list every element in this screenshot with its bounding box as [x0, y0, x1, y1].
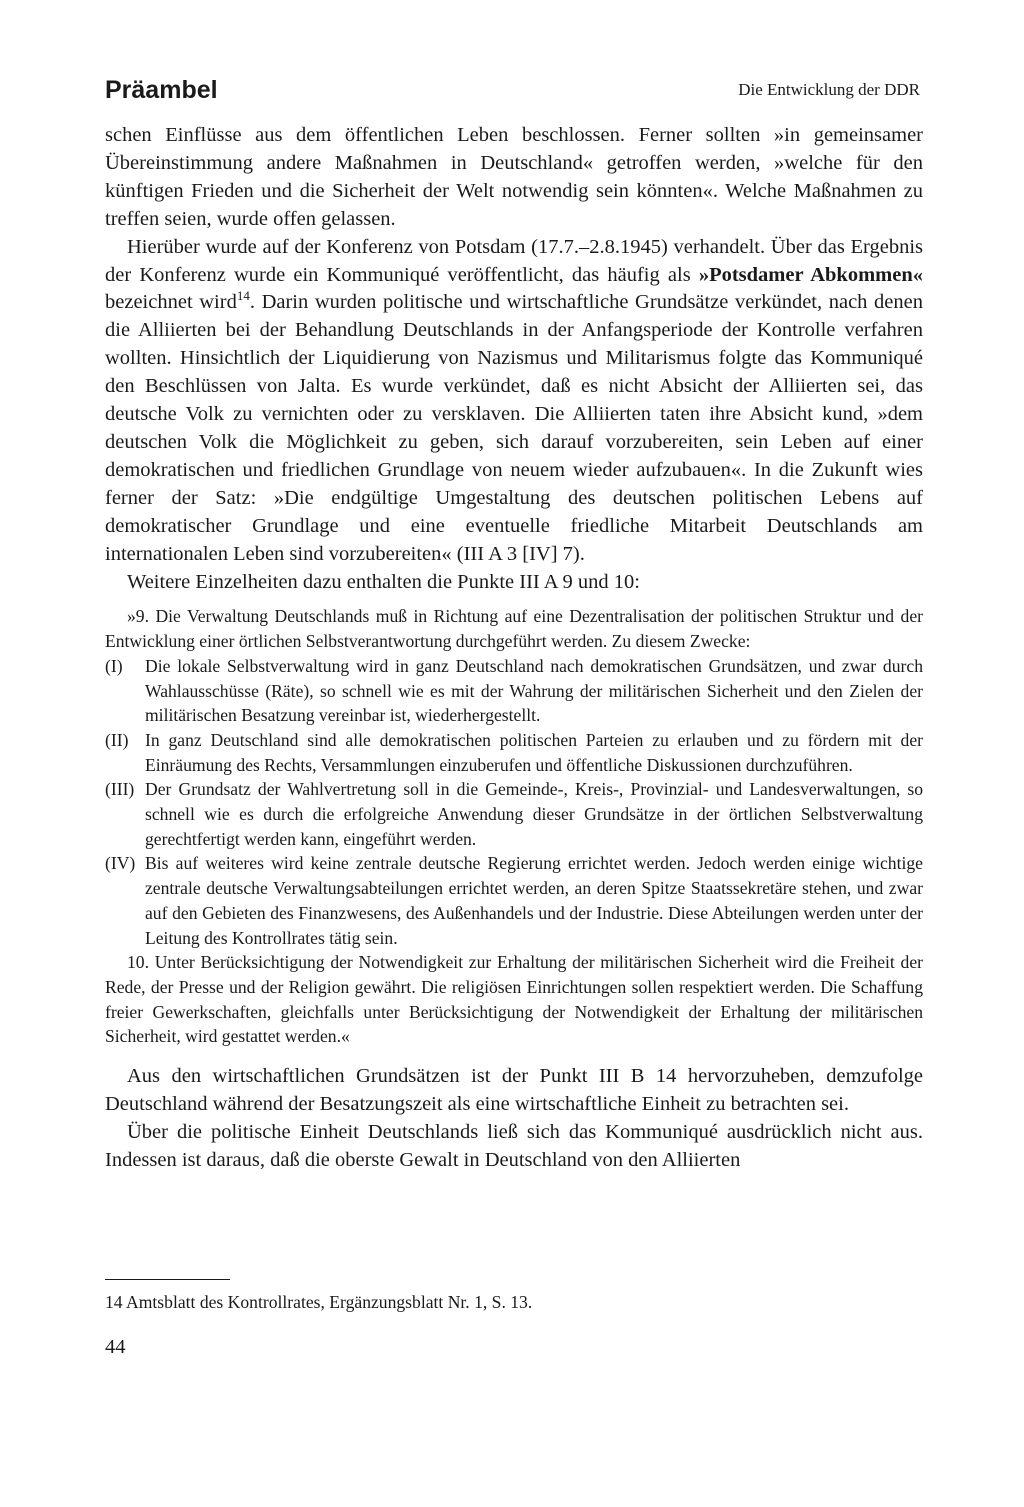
paragraph-2-part-b: bezeichnet wird — [105, 291, 237, 314]
running-head: Die Entwicklung der DDR — [738, 80, 920, 99]
quote-item-text: Die lokale Selbstverwaltung wird in ganz Deutschland nach demokratischen Grundsätzen, und zwar durch Wahlausschüsse (Räte), so schnell wie es mit der Wahrung der militärischen Sicherheit und den Zielen der militärischen Besatzung vereinbar ist, wiederhergestellt. — [145, 655, 923, 726]
quote-item — [105, 728, 923, 777]
quote-item-number: (IV) — [105, 853, 136, 874]
block-quote — [105, 604, 923, 1049]
body-text — [105, 122, 923, 1175]
quote-item-number: (I) — [105, 655, 123, 676]
quote-item — [105, 654, 923, 728]
page-header — [105, 76, 920, 110]
quote-point-10: 10. Unter Berücksichtigung der Notwendigkeit zur Erhaltung der militärischen Sicherheit wird die Freiheit der Rede, der Presse und der Religion gewährt. Die religiösen Einrichtungen sollen respektiert werden. Die Schaffung freier Gewerkschaften, gleichfalls unter Berücksichtigung der Notwendigkeit der Erhaltung der militärischen Sicherheit, wird gestattet werden.« — [105, 952, 923, 1047]
paragraph-2 — [105, 234, 923, 569]
quote-item — [105, 851, 923, 950]
paragraph-3: Weitere Einzelheiten dazu enthalten die Punkte III A 9 und 10: — [127, 570, 640, 593]
potsdamer-abkommen-term: »Potsdamer Abkommen« — [698, 263, 923, 286]
footnote-reference[interactable]: 14 — [236, 288, 250, 304]
quote-item-text: Der Grundsatz der Wahlvertretung soll in die Gemeinde-, Kreis-, Provinzial- und Landesverwaltungen, so schnell wie es durch die erfolgreiche Anwendung dieser Grundsätze in der örtlichen Selbstverwaltung gerechtfertigt werden kann, eingeführt werden. — [145, 779, 923, 849]
paragraph-5: Über die politische Einheit Deutschlands ließ sich das Kommuniqué ausdrücklich nicht aus. Indessen ist daraus, daß die oberste Gewalt in Deutschland von den Alliierten — [105, 1120, 923, 1171]
quote-item-number: (III) — [105, 779, 135, 800]
quote-intro: »9. Die Verwaltung Deutschlands muß in Richtung auf eine Dezentralisation der politischen Struktur und der Entwicklung einer örtlichen Selbstverantwortung durchgeführt werden. Zu diesem Zwecke: — [105, 606, 923, 652]
footnote: 14 Amtsblatt des Kontrollrates, Ergänzungsblatt Nr. 1, S. 13. — [105, 1292, 533, 1312]
paragraph-2-part-c: . Darin wurden politische und wirtschaftliche Grundsätze verkündet, nach denen die Alliierten bei der Behandlung Deutschlands in der Anfangsperiode der Kontrolle verfahren wollten. Hinsichtlich der Liquidierung von Nazismus und Militarismus folgte das Kommuniqué den Beschlüssen von Jalta. Es wurde verkündet, daß es nicht Absicht der Alliierten sei, das deutsche Volk zu vernichten oder zu versklaven. Die Alliierten taten ihre Absicht kund, »dem deutschen Volk die Möglichkeit zu geben, sich darauf vorzubereiten, sein Leben auf einer demokratischen und friedlichen Grundlage von neuem wieder aufzubauen«. In die Zukunft wies ferner der Satz: »Die endgültige Umgestaltung des deutschen politischen Lebens auf demokratischer Grundlage und eine eventuelle friedliche Mitarbeit Deutschlands am internationalen Leben sind vorzubereiten« (III A 3 [IV] 7). — [105, 291, 923, 565]
paragraph-1: schen Einflüsse aus dem öffentlichen Leben beschlossen. Ferner sollten »in gemeinsamer Übereinstimmung andere Maßnahmen in Deutschland« getroffen werden, »welche für den künftigen Frieden und die Sicherheit der Welt notwendig sein könnten«. Welche Maßnahmen zu treffen seien, wurde offen gelassen. — [105, 124, 923, 230]
quote-item-text: In ganz Deutschland sind alle demokratischen politischen Parteien zu erlauben und zu fördern mit der Einräumung des Rechts, Versammlungen einzuberufen und öffentliche Diskussionen durchzuführen. — [145, 729, 923, 775]
quote-item-text: Bis auf weiteres wird keine zentrale deutsche Regierung errichtet werden. Jedoch werden einige wichtige zentrale deutsche Verwaltungsabteilungen errichtet werden, an deren Spitze Staatssekretäre stehen, und zwar auf den Gebieten des Finanzwesens, des Außenhandels und der Industrie. Diese Abteilungen werden unter der Leitung des Kontrollrates tätig sein. — [145, 853, 923, 948]
paragraph-4: Aus den wirtschaftlichen Grundsätzen ist der Punkt III B 14 hervorzuheben, demzufolge Deutschland während der Besatzungszeit als eine wirtschaftliche Einheit zu betrachten sei. — [105, 1065, 923, 1115]
paragraph-2-part-a: Hierüber wurde auf der Konferenz von Potsdam (17.7.–2.8.1945) verhandelt. Über das Ergebnis der Konferenz wurde ein Kommuniqué veröffentlicht, das häufig als — [105, 235, 923, 286]
footnote-divider — [105, 1279, 230, 1280]
page-number: 44 — [105, 1336, 126, 1358]
quote-item — [105, 777, 923, 851]
section-title: Präambel — [105, 76, 218, 104]
quote-item-number: (II) — [105, 729, 129, 750]
